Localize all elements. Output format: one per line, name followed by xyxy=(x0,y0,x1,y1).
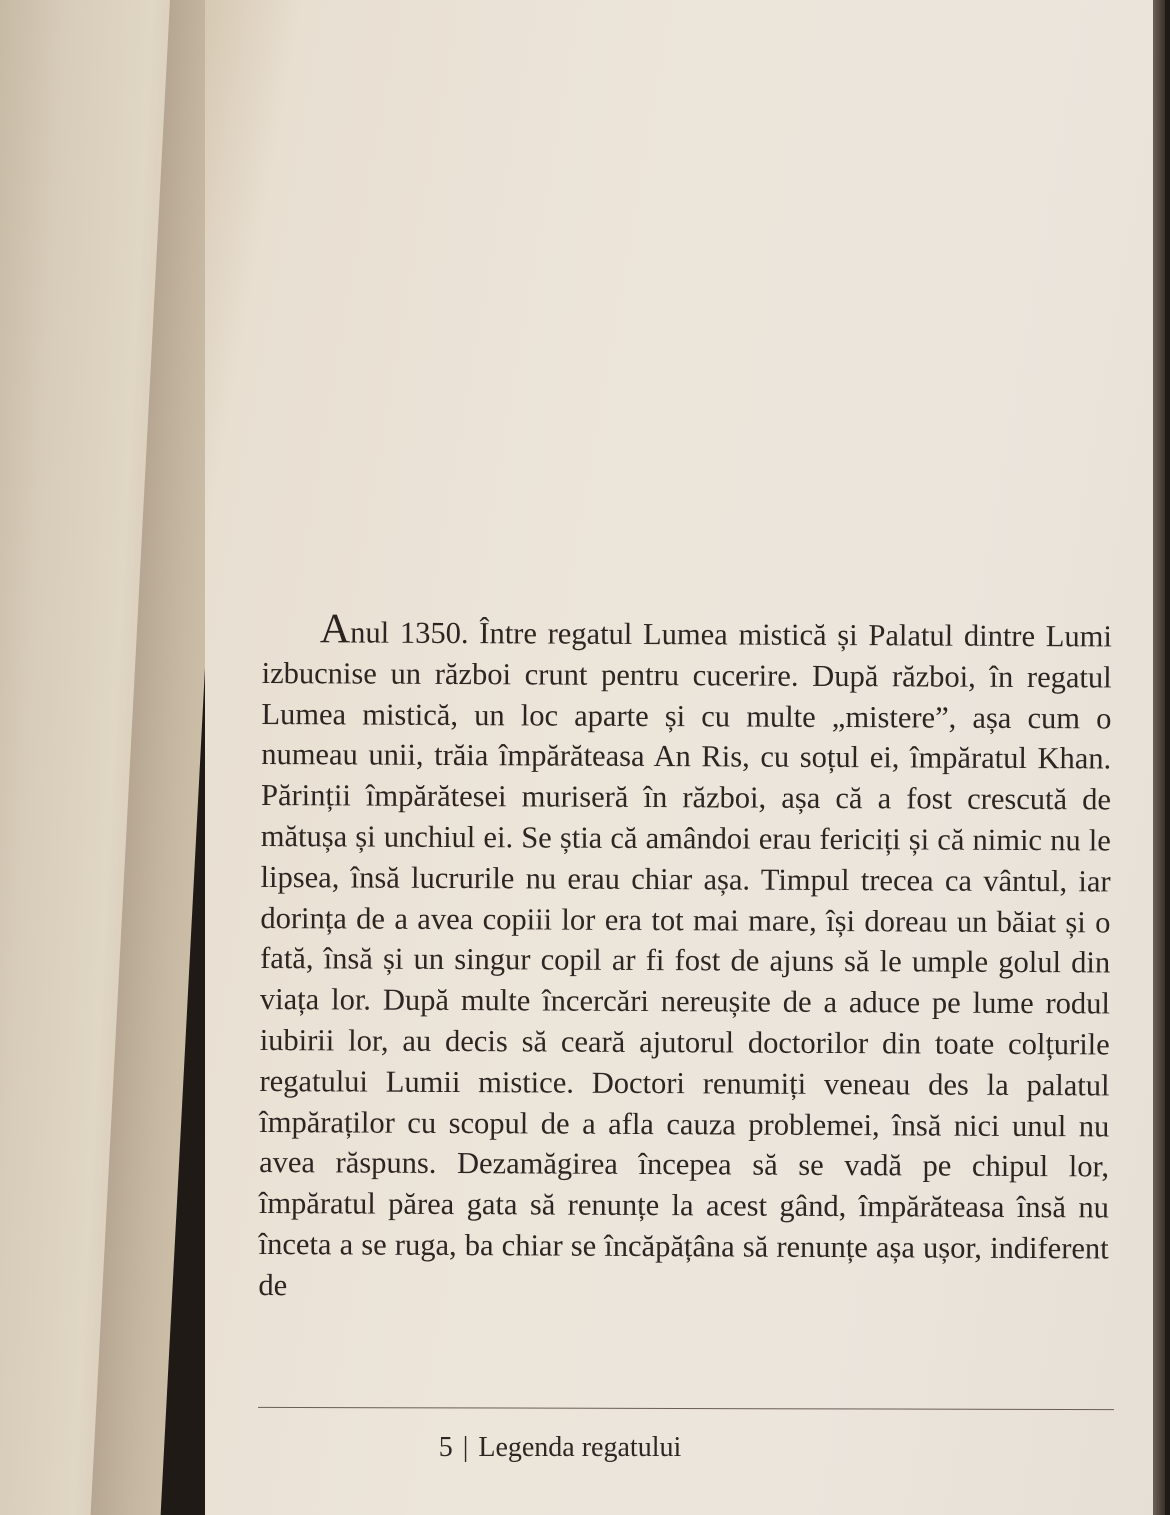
drop-cap: A xyxy=(319,606,351,653)
paragraph-text: nul 1350. Între regatul Lumea mistică și Palatul dintre Lumi izbucnise un război crunt pentru cucerire. După război, în regatul Lumea mistică, un loc aparte și cu multe „mistere”, așa cum o numeau unii, trăia împărăteasa An Ris, cu soțul ei, împăratul Khan. Părinții împărătesei muriseră în război, așa că a fost crescută de mătușa și unchiul ei. Se știa că amândoi erau fericiți și că nimic nu le lipsea, însă lucrurile nu erau chiar așa. Timpul trecea ca vântul, iar dorința de a avea copiii lor era tot mai mare, își doreau un băiat și o fată, însă și un singur copil ar fi fost de ajuns să le umple golul din viața lor. După multe încercări nereușite de a aduce pe lume rodul iubirii lor, au decis să ceară ajutorul doctorilor din toate colțurile regatului Lumii mistice. Doctori renumiți veneau des la palatul împăraților cu scopul de a afla cauza problemei, însă nici unul nu avea răspuns. Dezamăgirea începea să se vadă pe chipul lor, împăratul părea gata să renunțe la acest gând, împărăteasa însă nu înceta a se ruga, ba chiar se încăpățâna să renunțe așa ușor, indiferent de xyxy=(258,615,1112,1302)
page-footer xyxy=(0,1432,1120,1464)
paragraph xyxy=(258,606,1112,1310)
body-text xyxy=(258,606,1112,1310)
footer-separator: | xyxy=(462,1432,469,1463)
page-edge xyxy=(1153,0,1165,1515)
running-title: Legenda regatului xyxy=(478,1432,682,1463)
page-number: 5 xyxy=(438,1432,453,1463)
